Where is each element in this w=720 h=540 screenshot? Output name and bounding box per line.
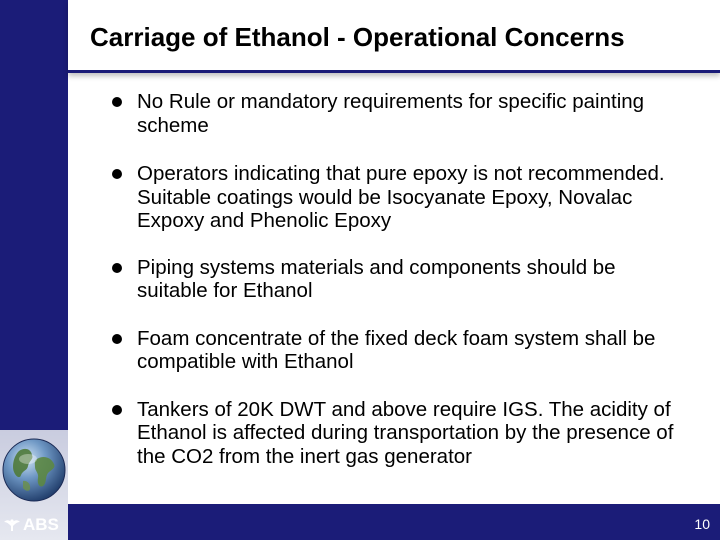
bullet-dot-icon [112, 405, 122, 415]
bullet-text: Piping systems materials and components should be suitable for Ethanol [137, 255, 616, 302]
bullet-dot-icon [112, 334, 122, 344]
bullet-item [108, 256, 688, 303]
bullet-item [108, 90, 688, 137]
bullet-dot-icon [112, 169, 122, 179]
bullet-text: Tankers of 20K DWT and above require IGS. The acidity of Ethanol is affected during transportation by the presence of the CO2 from the inert gas generator [137, 397, 674, 468]
bullet-list [108, 90, 688, 468]
page-number: 10 [694, 516, 710, 532]
title-bar [68, 0, 720, 73]
bullet-text: Operators indicating that pure epoxy is not recommended. Suitable coatings would be Isocyanate Epoxy, Novalac Expoxy and Phenolic Epoxy [137, 162, 665, 232]
globe-icon [1, 437, 67, 503]
slide-title: Carriage of Ethanol - Operational Concerns [90, 22, 625, 52]
abs-logo [2, 512, 66, 536]
bullet-item [108, 398, 688, 469]
abs-logo-text: ABS [23, 514, 59, 534]
bullet-item [108, 327, 688, 374]
bullet-text: Foam concentrate of the fixed deck foam system shall be compatible with Ethanol [137, 326, 656, 373]
eagle-icon [2, 514, 22, 534]
bullet-dot-icon [112, 263, 122, 273]
bottom-band [68, 504, 720, 540]
bullet-dot-icon [112, 97, 122, 107]
bullet-item [108, 162, 688, 233]
bullet-text: No Rule or mandatory requirements for specific painting scheme [137, 90, 645, 137]
